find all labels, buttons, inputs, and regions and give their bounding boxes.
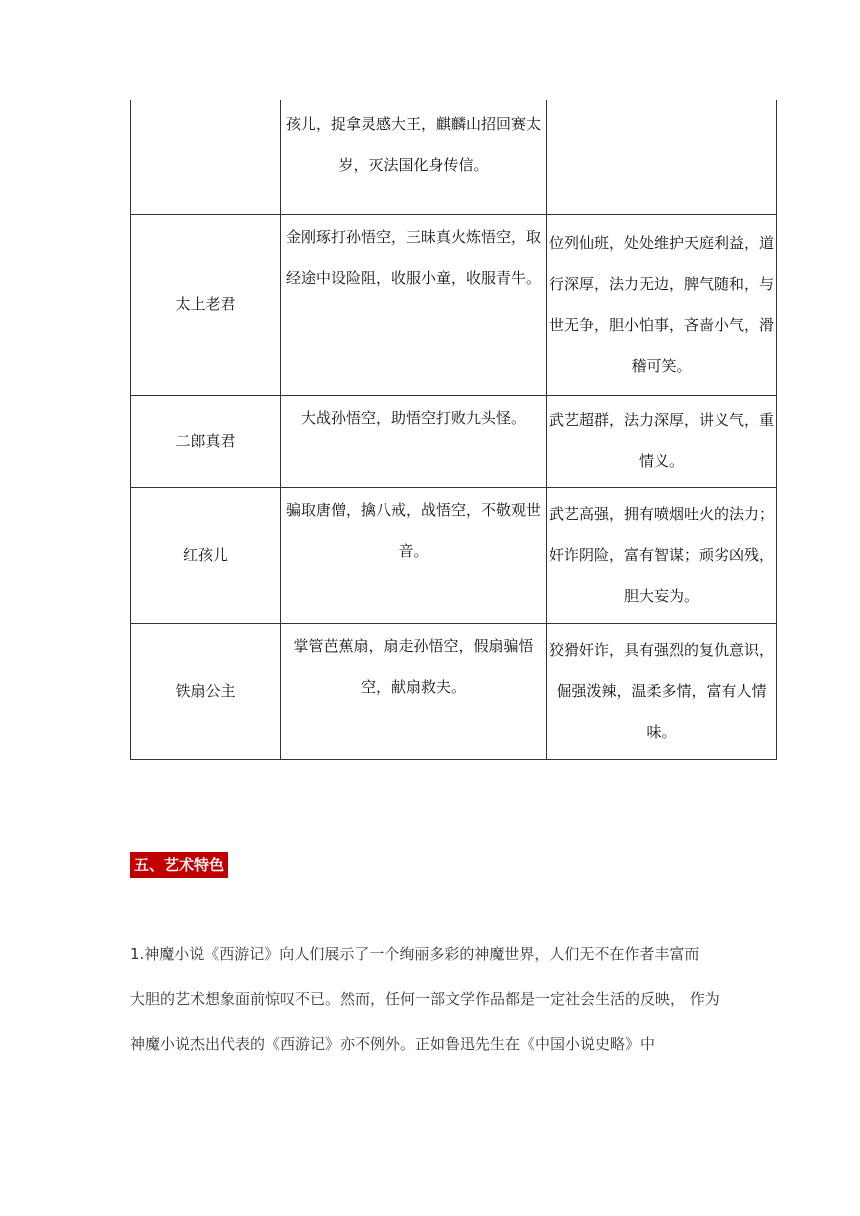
character-name: [131, 100, 281, 214]
character-name: 二郎真君: [131, 395, 281, 487]
section-heading: 五、艺术特色: [130, 852, 228, 878]
character-deeds: 掌管芭蕉扇，扇走孙悟空，假扇骗悟空，献扇救夫。: [281, 623, 547, 759]
character-traits: [547, 100, 777, 214]
table-row: [131, 487, 777, 623]
character-traits: 狡猾奸诈，具有强烈的复仇意识，倔强泼辣，温柔多情，富有人情味。: [547, 623, 777, 759]
paragraph-line: 1.神魔小说《西游记》向人们展示了一个绚丽多彩的神魔世界，人们无不在作者丰富而: [130, 945, 700, 963]
table-row: [131, 623, 777, 759]
character-traits: 武艺高强，拥有喷烟吐火的法力；奸诈阴险，富有智谋；顽劣凶残，胆大妄为。: [547, 487, 777, 623]
paragraph-line: 大胆的艺术想象面前惊叹不已。然而，任何一部文学作品都是一定社会生活的反映， 作为: [130, 990, 720, 1008]
character-deeds: 骗取唐僧，擒八戒，战悟空，不敬观世音。: [281, 487, 547, 623]
character-traits: 位列仙班，处处维护天庭利益，道行深厚，法力无边，脾气随和，与世无争，胆小怕事，吝啬小气，滑稽可笑。: [547, 214, 777, 395]
character-deeds: 孩儿，捉拿灵感大王，麒麟山招回赛太岁，灭法国化身传信。: [281, 100, 547, 214]
body-paragraph: [130, 932, 750, 1067]
character-name: 铁扇公主: [131, 623, 281, 759]
character-name: 红孩儿: [131, 487, 281, 623]
table-row: [131, 395, 777, 487]
paragraph-line: 神魔小说杰出代表的《西游记》亦不例外。正如鲁迅先生在《中国小说史略》中: [130, 1035, 656, 1053]
character-table: [130, 100, 777, 760]
table-row: [131, 214, 777, 395]
character-traits: 武艺超群，法力深厚，讲义气，重情义。: [547, 395, 777, 487]
character-deeds: 金刚琢打孙悟空，三昧真火炼悟空，取经途中设险阻，收服小童，收服青牛。: [281, 214, 547, 395]
table-row: [131, 100, 777, 214]
character-name: 太上老君: [131, 214, 281, 395]
character-deeds: 大战孙悟空，助悟空打败九头怪。: [281, 395, 547, 487]
